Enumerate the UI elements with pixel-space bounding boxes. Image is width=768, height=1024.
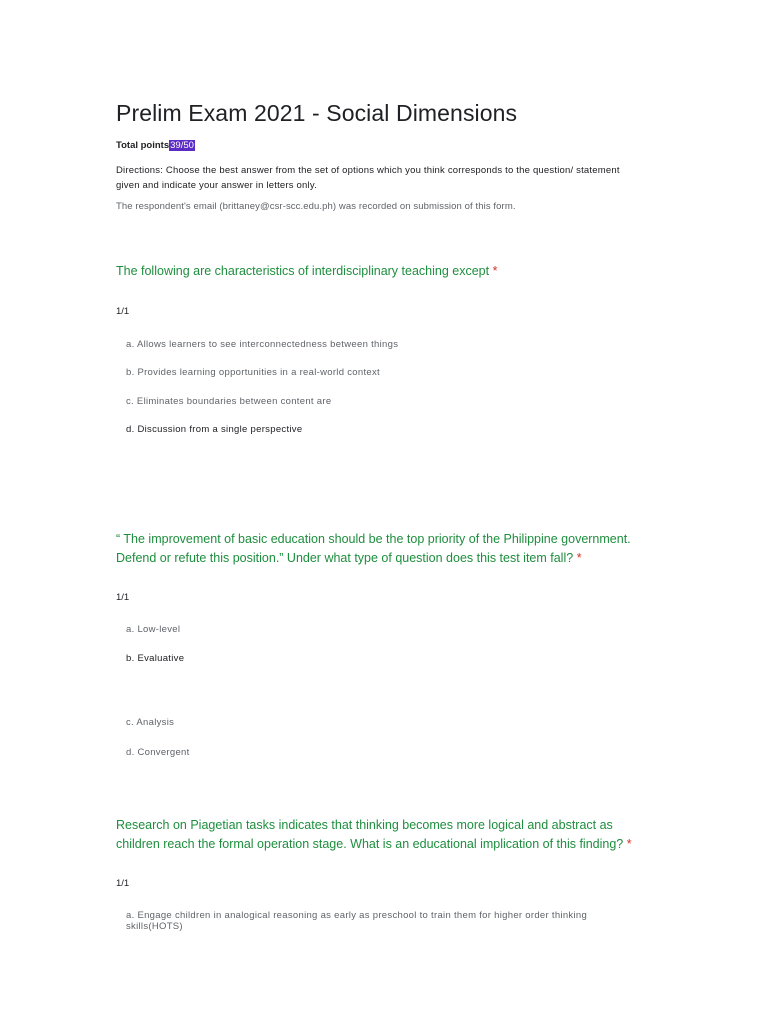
email-recorded-note: The respondent's email (brittaney@csr-scc.edu.ph) was recorded on submission of this form. [116, 201, 516, 212]
question-2-option-c[interactable]: c. Analysis [126, 717, 175, 728]
question-1-option-d-selected[interactable]: d. Discussion from a single perspective [126, 424, 303, 435]
question-2-option-b-selected[interactable]: b. Evaluative [126, 653, 185, 664]
form-directions: Directions: Choose the best answer from the set of options which you think corresponds to the question/ statement given and indicate your answer in letters only. [116, 165, 620, 191]
question-1-option-c[interactable]: c. Eliminates boundaries between content are [126, 396, 332, 407]
question-1-points: 1/1 [116, 306, 130, 317]
question-2-option-d[interactable]: d. Convergent [126, 747, 190, 758]
required-asterisk: * [576, 551, 582, 565]
question-2-points: 1/1 [116, 592, 130, 603]
question-2-option-a[interactable]: a. Low-level [126, 624, 181, 635]
question-3-points: 1/1 [116, 878, 130, 889]
required-asterisk: * [492, 264, 498, 278]
question-3-option-a[interactable]: a. Engage children in analogical reasoning as early as preschool to train them for higher order thinking skills(HOTS) [126, 910, 588, 932]
question-1-label: The following are characteristics of interdisciplinary teaching except [116, 264, 490, 278]
required-asterisk: * [626, 837, 632, 851]
question-1-text [116, 262, 636, 281]
question-3-text [116, 816, 636, 854]
total-points-label: Total points [116, 140, 170, 151]
question-2-label: “ The improvement of basic education should be the top priority of the Philippine government. Defend or refute this position.” Under what type of question does this test item fall? [116, 532, 631, 565]
question-3-label: Research on Piagetian tasks indicates that thinking becomes more logical and abstract as children reach the formal operation stage. What is an educational implication of this finding? [116, 818, 624, 851]
question-2-text [116, 530, 636, 568]
question-1-option-b[interactable]: b. Provides learning opportunities in a real-world context [126, 367, 380, 378]
total-score-badge: 39/50 [170, 140, 194, 151]
total-points [116, 140, 195, 151]
form-title: Prelim Exam 2021 - Social Dimensions [116, 100, 518, 126]
question-1-option-a[interactable]: a. Allows learners to see interconnectedness between things [126, 339, 399, 350]
